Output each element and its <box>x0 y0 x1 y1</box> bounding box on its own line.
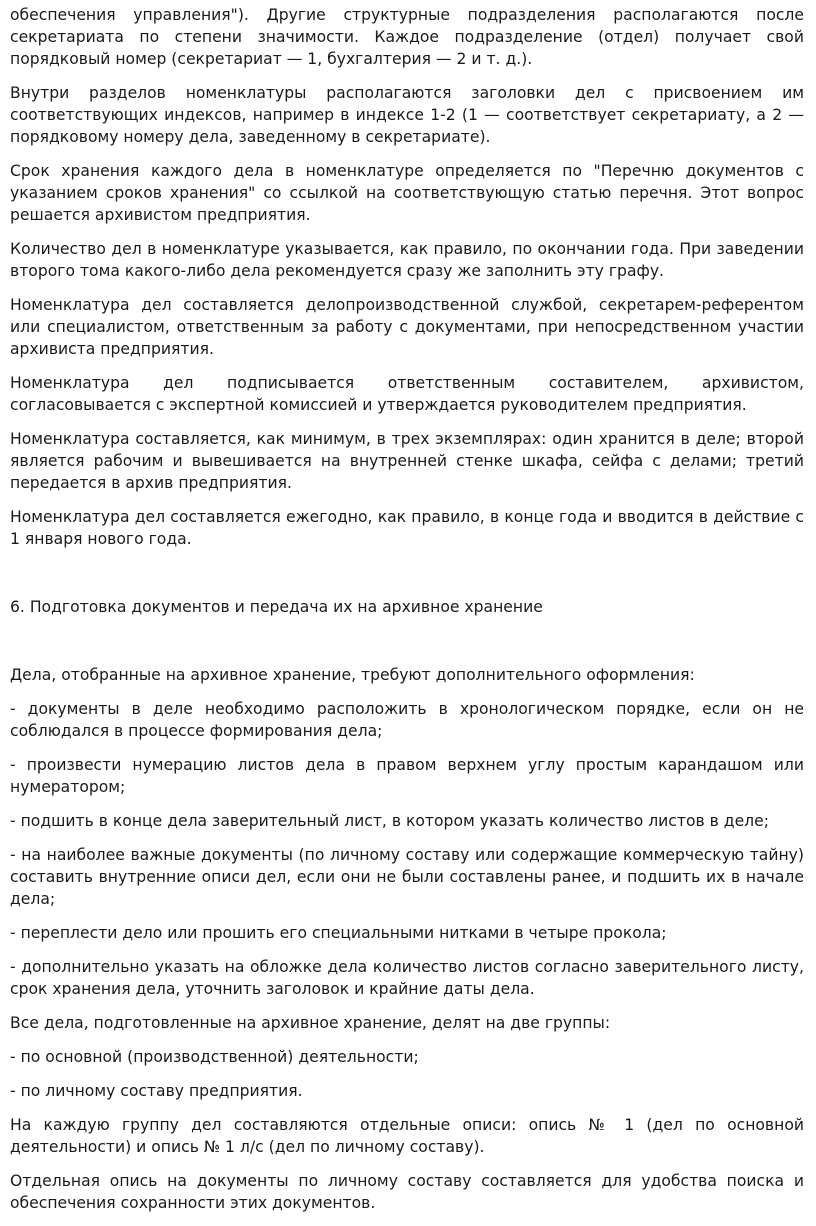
list-item-binding: - переплести дело или прошить его специальными нитками в четыре прокола; <box>10 924 667 942</box>
paragraph-structure-order: обеспечения управления"). Другие структурные подразделения располагаются после секретариата по степени значимости. Каждое подразделение (отдел) получает свой порядковый номер (секретариат — 1, бухгалтерия — 2 и т. д.). <box>10 6 804 68</box>
paragraph-archive-intro: Дела, отобранные на архивное хранение, требуют дополнительного оформления: <box>10 666 695 684</box>
paragraph-signed-by: Номенклатура дел подписывается ответственным составителем, архивистом, согласовывается с экспертной комиссией и утверждается руководителем предприятия. <box>10 374 804 414</box>
paragraph-annual: Номенклатура дел составляется ежегодно, как правило, в конце года и вводится в действие с 1 января нового года. <box>10 508 804 548</box>
paragraph-inventories: На каждую группу дел составляются отдельные описи: опись № 1 (дел по основной деятельности) и опись № 1 л/с (дел по личному составу). <box>10 1116 804 1156</box>
list-item-main-activity: - по основной (производственной) деятельности; <box>10 1048 419 1066</box>
paragraph-separate-inventory: Отдельная опись на документы по личному составу составляется для удобства поиска и обеспечения сохранности этих документов. <box>10 1172 804 1212</box>
list-item-certification-sheet: - подшить в конце дела заверительный лист, в котором указать количество листов в деле; <box>10 812 769 830</box>
list-item-internal-inventory: - на наиболее важные документы (по личному составу или содержащие коммерческую тайну) составить внутренние описи дел, если они не были составлены ранее, и подшить их в начале дела; <box>10 846 804 908</box>
list-item-personnel: - по личному составу предприятия. <box>10 1082 303 1100</box>
section-heading: 6. Подготовка документов и передача их на архивное хранение <box>10 598 543 616</box>
paragraph-copies: Номенклатура составляется, как минимум, в трех экземплярах: один хранится в деле; второй является рабочим и вывешивается на внутренней стенке шкафа, сейфа с делами; третий передается в архив предприятия. <box>10 430 804 492</box>
list-item-cover-details: - дополнительно указать на обложке дела количество листов согласно заверительного листу, срок хранения дела, уточнить заголовок и крайние даты дела. <box>10 958 804 998</box>
document-page <box>10 4 804 1226</box>
paragraph-two-groups: Все дела, подготовленные на архивное хранение, делят на две группы: <box>10 1014 611 1032</box>
paragraph-case-indexes: Внутри разделов номенклатуры располагаются заголовки дел с присвоением им соответствующих индексов, например в индексе 1-2 (1 — соответствует секретариату, а 2 — порядковому номеру дела, заведенному в секретариате). <box>10 84 804 146</box>
paragraph-retention-period: Срок хранения каждого дела в номенклатуре определяется по "Перечню документов с указанием сроков хранения" со ссылкой на соответствующую статью перечня. Этот вопрос решается архивистом предприятия. <box>10 162 804 224</box>
paragraph-compiled-by: Номенклатура дел составляется делопроизводственной службой, секретарем-референтом или специалистом, ответственным за работу с документами, при непосредственном участии архивиста предприятия. <box>10 296 804 358</box>
paragraph-case-count: Количество дел в номенклатуре указывается, как правило, по окончании года. При заведении второго тома какого-либо дела рекомендуется сразу же заполнить эту графу. <box>10 240 804 280</box>
list-item-chronological-order: - документы в деле необходимо расположить в хронологическом порядке, если он не соблюдался в процессе формирования дела; <box>10 700 804 740</box>
list-item-page-numbering: - произвести нумерацию листов дела в правом верхнем углу простым карандашом или нумератором; <box>10 756 804 796</box>
